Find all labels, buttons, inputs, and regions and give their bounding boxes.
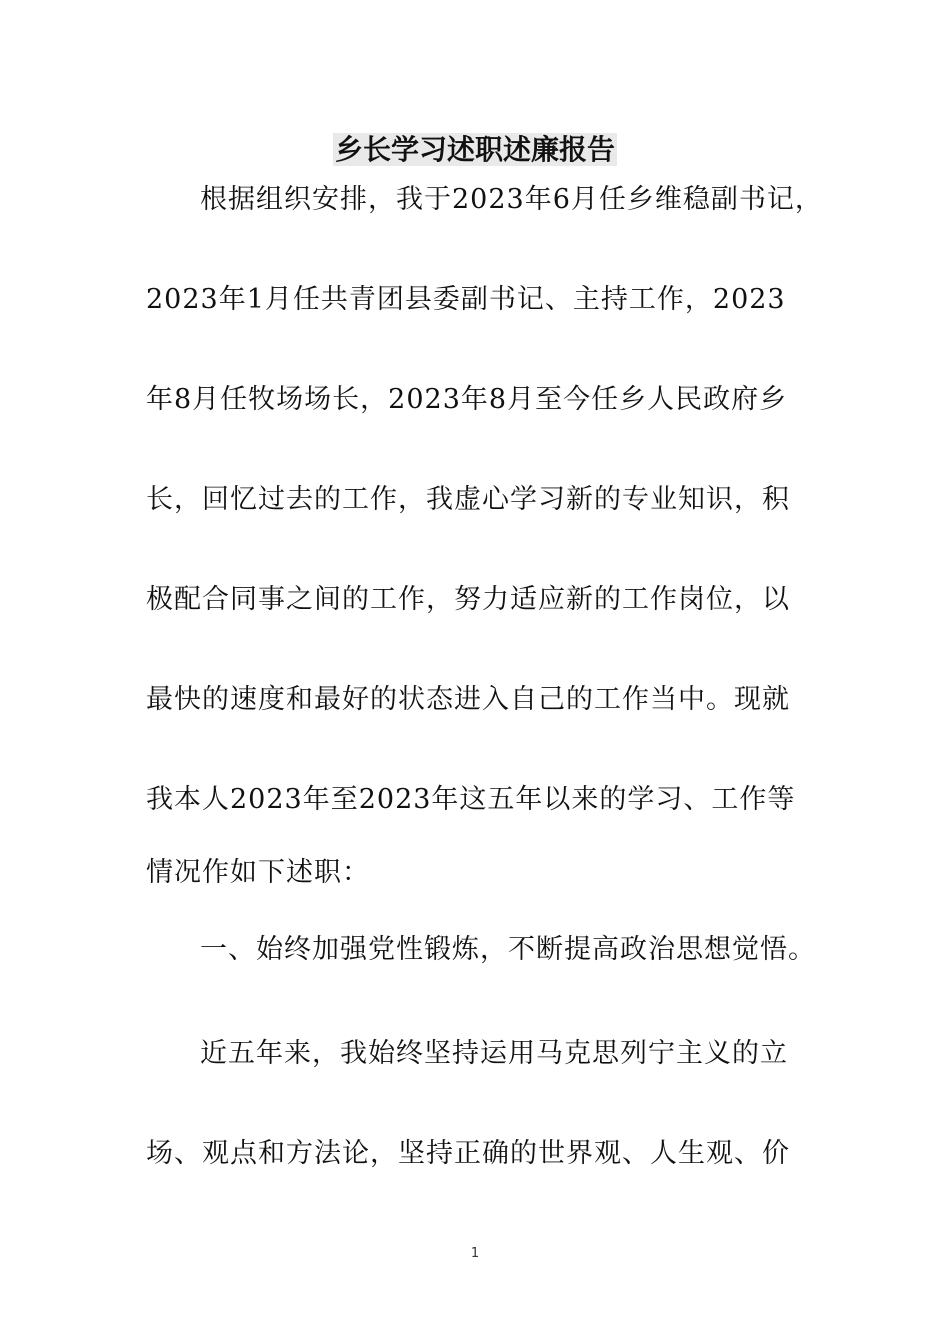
paragraph-line: 根据组织安排，我于2023年6月任乡维稳副书记，: [200, 184, 823, 215]
paragraph-line: 我本人2023年至2023年这五年以来的学习、工作等: [146, 784, 796, 815]
paragraph-line: 情况作如下述职：: [146, 857, 370, 888]
paragraph-line: 最快的速度和最好的状态进入自己的工作当中。现就: [146, 684, 790, 715]
paragraph-line: 近五年来，我始终坚持运用马克思列宁主义的立: [200, 1038, 788, 1069]
paragraph-line: 2023年1月任共青团县委副书记、主持工作，2023: [146, 284, 786, 315]
paragraph-line: 极配合同事之间的工作，努力适应新的工作岗位，以: [146, 584, 790, 615]
page-number: 1: [470, 1246, 480, 1261]
paragraph-line: 长，回忆过去的工作，我虚心学习新的专业知识，积: [146, 484, 790, 515]
paragraph-line: 年8月任牧场场长，2023年8月至今任乡人民政府乡: [146, 384, 788, 415]
section-heading: 一、始终加强党性锻炼，不断提高政治思想觉悟。: [200, 934, 816, 965]
paragraph-line: 场、观点和方法论，坚持正确的世界观、人生观、价: [146, 1138, 790, 1169]
document-title: 乡长学习述职述廉报告: [334, 133, 615, 166]
